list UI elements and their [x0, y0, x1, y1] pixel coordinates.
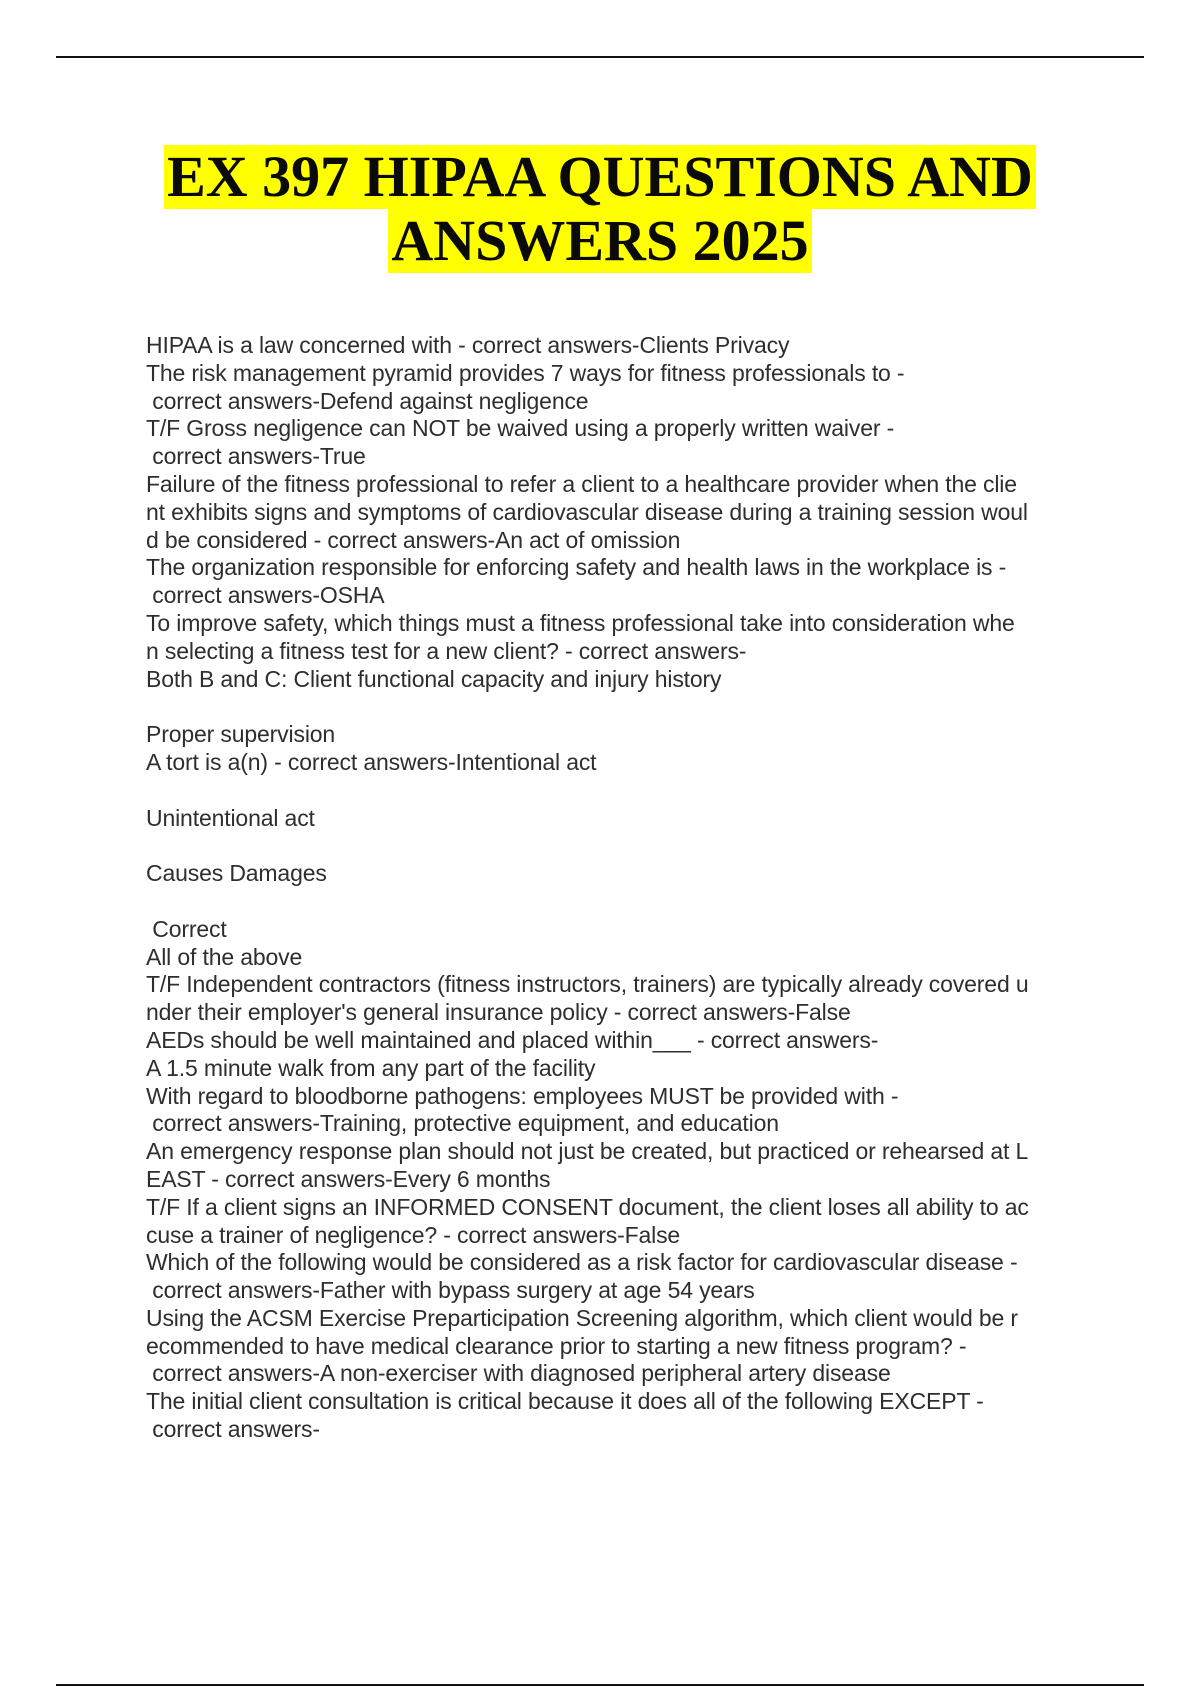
body-line: nt exhibits signs and symptoms of cardiovascular disease during a training session woul: [146, 498, 1028, 525]
body-line: EAST - correct answers-Every 6 months: [146, 1165, 551, 1192]
body-line: correct answers-OSHA: [146, 582, 385, 609]
body-line: The initial client consultation is critical because it does all of the following EXCEPT -: [146, 1388, 984, 1415]
body-line: [146, 777, 1096, 805]
body-line: Failure of the fitness professional to refer a client to a healthcare provider when the clie: [146, 470, 1017, 497]
body-line: d be considered - correct answers-An act of omission: [146, 526, 681, 553]
body-line: Unintentional act: [146, 804, 315, 831]
body-line: An emergency response plan should not just be created, but practiced or rehearsed at L: [146, 1138, 1029, 1165]
body-line: HIPAA is a law concerned with - correct answers-Clients Privacy: [146, 332, 790, 358]
body-line: Correct: [146, 915, 227, 942]
body-line: correct answers-True: [146, 443, 366, 470]
body-line: Causes Damages: [146, 860, 327, 887]
body-line: cuse a trainer of negligence? - correct answers-False: [146, 1221, 681, 1248]
body-line: Using the ACSM Exercise Preparticipation Screening algorithm, which client would be r: [146, 1304, 1018, 1331]
body-line: [146, 693, 1096, 721]
body-line: n selecting a fitness test for a new client? - correct answers-: [146, 637, 747, 664]
qa-body-text: [146, 332, 1096, 1444]
body-line: The organization responsible for enforcing safety and health laws in the workplace is -: [146, 554, 1007, 581]
body-line: correct answers-Training, protective equipment, and education: [146, 1110, 779, 1137]
body-line: T/F Gross negligence can NOT be waived using a properly written waiver -: [146, 415, 895, 442]
body-line: correct answers-Father with bypass surgery at age 54 years: [146, 1277, 755, 1304]
body-line: correct answers-A non-exerciser with diagnosed peripheral artery disease: [146, 1360, 891, 1387]
body-line: A 1.5 minute walk from any part of the facility: [146, 1054, 596, 1081]
body-line: All of the above: [146, 943, 303, 970]
body-line: ecommended to have medical clearance prior to starting a new fitness program? -: [146, 1332, 967, 1359]
document-title: [100, 145, 1100, 273]
title-line-1: EX 397 HIPAA QUESTIONS AND: [164, 145, 1036, 209]
body-line: Proper supervision: [146, 721, 336, 748]
body-line: T/F If a client signs an INFORMED CONSENT document, the client loses all ability to ac: [146, 1193, 1029, 1220]
body-line: correct answers-: [146, 1416, 320, 1443]
body-line: With regard to bloodborne pathogens: employees MUST be provided with -: [146, 1082, 899, 1109]
body-line: The risk management pyramid provides 7 ways for fitness professionals to -: [146, 359, 905, 386]
body-line: nder their employer's general insurance policy - correct answers-False: [146, 999, 851, 1026]
title-line-2: ANSWERS 2025: [388, 209, 811, 273]
body-line: Both B and C: Client functional capacity and injury history: [146, 665, 722, 692]
body-line: correct answers-Defend against negligence: [146, 387, 589, 414]
bottom-divider-rule: [56, 1684, 1144, 1686]
body-line: T/F Independent contractors (fitness instructors, trainers) are typically already covered u: [146, 971, 1029, 998]
body-line: [146, 888, 1096, 916]
body-line: [146, 832, 1096, 860]
body-line: AEDs should be well maintained and placed within___ - correct answers-: [146, 1026, 879, 1053]
body-line: To improve safety, which things must a fitness professional take into consideration whe: [146, 609, 1015, 636]
top-divider-rule: [56, 56, 1144, 58]
body-line: Which of the following would be considered as a risk factor for cardiovascular disease -: [146, 1249, 1018, 1276]
body-line: A tort is a(n) - correct answers-Intentional act: [146, 748, 597, 775]
